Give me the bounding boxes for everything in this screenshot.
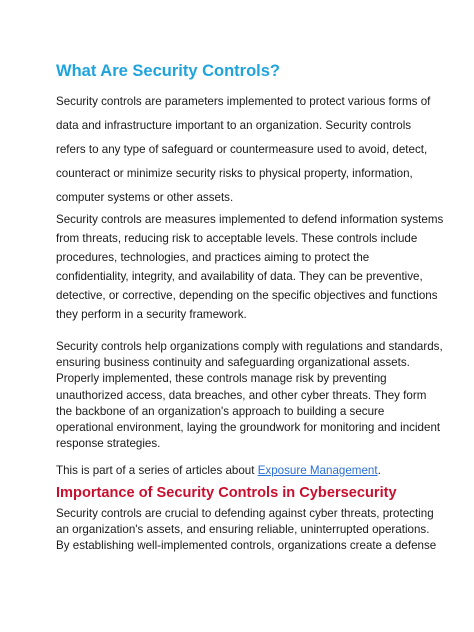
- intro-line: data and infrastructure important to an organization. Security controls: [56, 119, 412, 132]
- importance-line: an organization's assets, and ensuring reliable, uninterrupted operations.: [56, 523, 430, 537]
- compliance-line: ensuring business continuity and safeguarding organizational assets.: [56, 356, 410, 370]
- compliance-line: the backbone of an organization's approach to building a secure: [56, 404, 385, 418]
- exposure-management-link[interactable]: Exposure Management: [257, 464, 378, 477]
- series-note-prefix: This is part of a series of articles about: [56, 464, 258, 477]
- compliance-line: Security controls help organizations comply with regulations and standards,: [56, 340, 443, 353]
- compliance-line: operational environment, laying the groundwork for monitoring and incident: [56, 421, 441, 435]
- intro-line: Security controls are parameters implemented to protect various forms of: [56, 95, 431, 108]
- heading-importance-of-security-controls: Importance of Security Controls in Cybersecurity: [56, 485, 397, 501]
- compliance-line: unauthorized access, data breaches, and other cyber threats. They form: [56, 388, 427, 402]
- heading-what-are-security-controls: What Are Security Controls?: [56, 62, 280, 80]
- importance-line: By establishing well-implemented controls, organizations create a defense: [56, 539, 437, 553]
- importance-line: Security controls are crucial to defending against cyber threats, protecting: [56, 507, 434, 520]
- intro-line: counteract or minimize security risks to physical property, information,: [56, 167, 413, 180]
- definition-line: they perform in a security framework.: [56, 308, 247, 321]
- importance-paragraph: [56, 506, 437, 555]
- compliance-line: Properly implemented, these controls manage risk by preventing: [56, 372, 387, 386]
- intro-line: refers to any type of safeguard or countermeasure used to avoid, detect,: [56, 143, 428, 156]
- series-note-suffix: .: [377, 464, 381, 477]
- definition-line: detective, or corrective, depending on the specific objectives and functions: [56, 289, 438, 302]
- definition-line: Security controls are measures implemented to defend information systems: [56, 213, 444, 226]
- definition-line: procedures, technologies, and practices aiming to protect the: [56, 251, 370, 264]
- compliance-paragraph: [56, 339, 443, 452]
- definition-paragraph: [56, 210, 444, 324]
- series-note: [56, 463, 381, 479]
- compliance-line: response strategies.: [56, 437, 161, 451]
- definition-line: from threats, reducing risk to acceptable levels. These controls include: [56, 232, 418, 245]
- intro-line: computer systems or other assets.: [56, 191, 234, 204]
- definition-line: confidentiality, integrity, and availability of data. They can be preventive,: [56, 270, 423, 283]
- intro-paragraph: [56, 90, 431, 210]
